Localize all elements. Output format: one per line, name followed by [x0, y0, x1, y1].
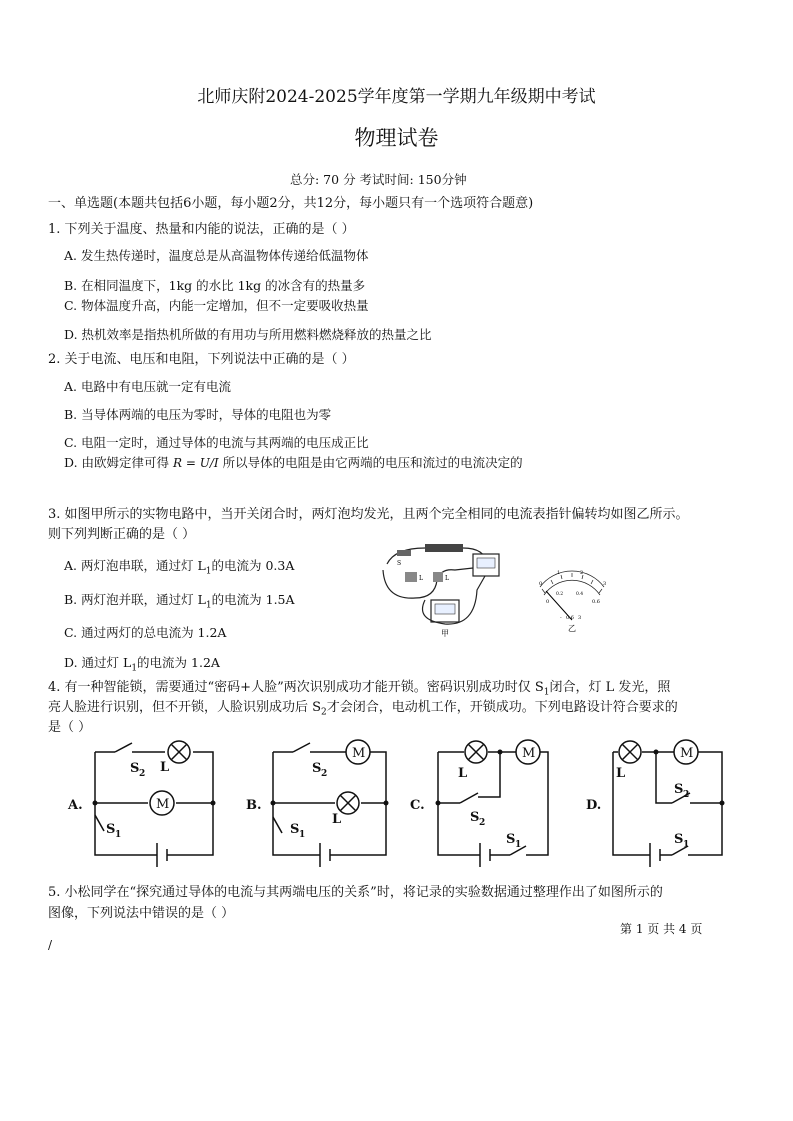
exam-title: 北师庆附2024-2025学年度第一学期九年级期中考试: [197, 87, 596, 107]
q3-stem-line1: 3. 如图甲所示的实物电路中，当开关闭合时，两灯泡均发光，且两个完全相同的电流表指针偏转均如图乙所示。: [48, 507, 689, 522]
q3-option-b: B. 两灯泡并联，通过灯 $L_1$的电流为 1.5A: [64, 592, 295, 611]
circuit-d: [613, 740, 722, 867]
page-number: 第 1 页 共 4 页: [620, 922, 703, 936]
switch-icon: [397, 550, 411, 556]
q5-stem-line2: 图像，下列说法中错误的是（ ）: [48, 906, 235, 921]
svg-text:C.: C.: [410, 798, 425, 813]
exam-meta: 总分: 70 分 考试时间: 150分钟: [290, 172, 467, 187]
q3-stem-line2: 则下列判断正确的是（ ）: [48, 527, 196, 542]
svg-text:1: 1: [299, 830, 306, 840]
q4-stem-line3: 是（ ）: [48, 720, 92, 735]
svg-text:0.2: 0.2: [556, 592, 564, 597]
q1-stem: 1. 下列关于温度、热量和内能的说法，正确的是（ ）: [48, 222, 355, 237]
svg-text:S: S: [312, 761, 322, 776]
q2-option-b: B. 当导体两端的电压为零时，导体的电阻也为零: [64, 407, 332, 422]
svg-text:S: S: [506, 832, 516, 847]
q4-circuits: [60, 735, 740, 870]
section-heading: 一、单选题(本题共包括6小题，每小题2分，共12分，每小题只有一个选项符合题意): [48, 196, 534, 211]
q2-option-d-post: 所以导体的电阻是由它两端的电压和流过的电流决定的: [222, 455, 523, 470]
svg-text:1: 1: [557, 570, 561, 576]
label-yi: 乙: [568, 624, 576, 633]
circuit-a: [95, 741, 213, 867]
q3-option-a: A. 两灯泡串联，通过灯 $L_1$的电流为 0.3A: [64, 558, 295, 577]
svg-text:S: S: [397, 560, 402, 567]
svg-text:2: 2: [321, 769, 328, 779]
svg-text:S: S: [470, 810, 480, 825]
svg-text:L: L: [332, 812, 342, 827]
svg-text:0: 0: [539, 581, 543, 587]
svg-text:2: 2: [479, 818, 486, 828]
q2-option-d: [64, 453, 523, 471]
q3-option-d: D. 通过灯 $L_1$的电流为 1.2A: [64, 655, 220, 674]
exam-subtitle: 物理试卷: [354, 126, 439, 150]
svg-text:A.: A.: [68, 798, 83, 813]
svg-text:1: 1: [515, 840, 522, 850]
svg-text:1: 1: [115, 830, 122, 840]
q1-option-b: B. 在相同温度下，1kg 的水比 1kg 的冰含有的热量多: [64, 278, 366, 293]
svg-text:S: S: [290, 822, 300, 837]
figure-yi-dial: [532, 565, 612, 635]
svg-text:M: M: [352, 746, 366, 761]
svg-text:-: -: [560, 615, 562, 621]
figure-jia-circuit: [375, 540, 525, 640]
lamp-l1-icon: [405, 572, 417, 582]
svg-text:3: 3: [603, 581, 607, 587]
svg-text:2: 2: [139, 769, 146, 779]
svg-text:L: L: [445, 575, 449, 582]
svg-text:D.: D.: [586, 798, 602, 813]
svg-text:L: L: [458, 766, 468, 781]
svg-text:S: S: [106, 822, 116, 837]
q2-option-c: C. 电阻一定时，通过导体的电流与其两端的电压成正比: [64, 435, 369, 450]
svg-text:0.4: 0.4: [576, 592, 584, 597]
q4-stem-line2: 亮人脸进行识别，但不开锁，人脸识别成功后 $S_2$才会闭合，电动机工作，开锁成功。下列电路设计符合要求的: [48, 700, 678, 718]
footer-mark: /: [48, 938, 53, 952]
svg-text:S: S: [674, 832, 684, 847]
q2-option-a: A. 电路中有电压就一定有电流: [64, 379, 231, 394]
ohm-formula: R = U/I: [173, 456, 219, 470]
svg-text:L: L: [419, 575, 423, 582]
svg-text:3: 3: [578, 615, 582, 621]
lamp-l2-icon: [433, 572, 443, 582]
svg-text:1: 1: [683, 840, 690, 850]
label-jia: 甲: [441, 629, 449, 638]
circuit-b: [273, 740, 386, 867]
svg-text:L: L: [160, 760, 170, 775]
q2-stem: 2. 关于电流、电压和电阻，下列说法中正确的是（ ）: [48, 352, 355, 367]
svg-text:0: 0: [546, 599, 550, 605]
battery-pack: [425, 544, 463, 552]
svg-text:S: S: [130, 761, 140, 776]
svg-text:M: M: [680, 746, 694, 761]
q1-option-c: C. 物体温度升高，内能一定增加，但不一定要吸收热量: [64, 298, 369, 313]
svg-text:L: L: [616, 766, 626, 781]
q3-option-c: C. 通过两灯的总电流为 1.2A: [64, 625, 227, 640]
svg-text:M: M: [522, 746, 536, 761]
svg-text:2: 2: [580, 570, 584, 576]
q1-option-d: D. 热机效率是指热机所做的有用功与所用燃料燃烧释放的热量之比: [64, 327, 432, 342]
svg-text:2: 2: [683, 790, 690, 800]
q1-option-a: A. 发生热传递时，温度总是从高温物体传递给低温物体: [64, 248, 369, 263]
svg-text:B.: B.: [246, 798, 262, 813]
svg-text:0.6: 0.6: [566, 615, 574, 621]
q5-stem-line1: 5. 小松同学在“探究通过导体的电流与其两端电压的关系”时，将记录的实验数据通过整理作出了如图所示的: [48, 885, 663, 900]
svg-text:S: S: [674, 782, 684, 797]
q4-stem-line1: 4. 有一种智能锁，需要通过“密码+人脸”两次识别成功才能开锁。密码识别成功时仅 $S_1$闭合，灯 L 发光，照: [48, 680, 671, 698]
svg-text:M: M: [156, 797, 170, 812]
q2-option-d-pre: D. 由欧姆定律可得: [64, 455, 170, 470]
svg-text:0.6: 0.6: [592, 599, 600, 605]
